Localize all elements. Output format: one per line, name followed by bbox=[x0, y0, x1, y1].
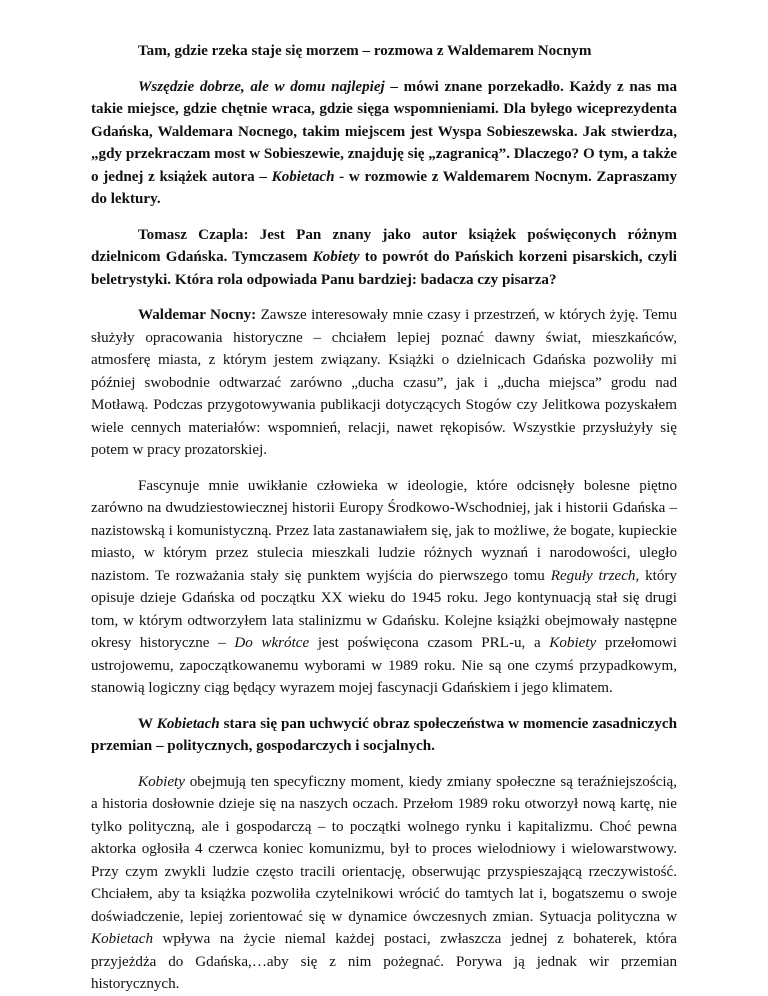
answer-1c-text-a: Fascynuje mnie uwikłanie człowieka w ideologie, które odcisnęły bolesne piętno zarówno na dwudziestowiecznej historii Europy Środkowo-Wschodniej, jak i historii Gdańska – nazistowską i komunistyczną. Przez lata zastanawiałem się, jak to możliwe, że bogate, kupieckie miasto, w którym przez stulecia mieszkali ludzie różnych wyznań i narodowości, uległo nazistom. Te rozważania stały się punktem wyjścia do pierwszego tomu bbox=[91, 477, 677, 584]
question-2-text-a: W bbox=[138, 715, 157, 732]
answer-2-book-a: Kobiety bbox=[138, 773, 185, 790]
question-1-text-a: Tomasz Czapla: Jest Pan znany jako autor książek poświęconych różnym dzielnicom Gdańska. Tymczasem bbox=[91, 226, 677, 265]
answer-1 bbox=[91, 304, 677, 462]
question-2-text-b: stara się pan uchwycić obraz społeczeństwa w momencie zasadniczych przemian – politycznych, gospodarczych i socjalnych. bbox=[91, 715, 677, 754]
answer-1c-book-a: Reguły trzech bbox=[550, 567, 636, 584]
question-1-book-title: Kobiety bbox=[312, 249, 360, 265]
article-title: Tam, gdzie rzeka staje się morzem – rozmowa z Waldemarem Nocnym bbox=[138, 43, 592, 59]
answer-2-text-a: obejmują ten specyficzny moment, kiedy zmiany społeczne są teraźniejszością, a historia dosłownie dzieje się na naszych oczach. Przełom 1989 roku otworzył nową kartę, nie tylko polityczną, ale i gospodarczą – to początki wolnego rynku i kapitalizmu. Choć pewna aktorka ogłosiła 4 czerwca koniec komunizmu, był to proces wielodniowy i wielowarstwowy. Przy czym zwykli ludzie często tracili orientację, obserwując przyspieszającą rzeczywistość. Chciałem, aby ta książka pozwoliła czytelnikowi wrócić do tamtych lat i, bogatszemu o swoje doświadczenie, lepiej zorientować się w dynamice ówczesnych zmian. Sytuacja polityczna w bbox=[91, 773, 677, 925]
answer-1c-text-d: przełomowi ustrojowemu, zapoczątkowanemu wyborami w 1989 roku. Nie są one czymś przypadkowym, stanowią logiczny ciąg będący wyrazem mojej fascynacji Gdańskiem i jego klimatem. bbox=[91, 635, 677, 696]
answer-1-continued bbox=[91, 475, 677, 700]
intro-text-end: - w rozmowie z Waldemarem Nocnym. Zapraszamy do lektury. bbox=[91, 168, 677, 207]
intro-paragraph bbox=[91, 76, 677, 211]
answer-1c-text-c: jest poświęcona czasom PRL-u, a bbox=[309, 635, 550, 651]
intro-text: – mówi znane porzekadło. Każdy z nas ma takie miejsce, gdzie chętnie wraca, gdzie sięga wspomnieniami. Dla byłego wiceprezydenta Gdańska, Waldemara Nocnego, takim miejscem jest Wyspa Sobieszewska. Jak stwierdza, „gdy przekraczam most w Sobieszewie, znajduję się „zagranicą”. Dlaczego? O tym, a także o jednej z książek autora – bbox=[91, 78, 677, 185]
answer-2-book-b: Kobietach bbox=[91, 931, 154, 947]
intro-proverb: Wszędzie dobrze, ale w domu najlepiej bbox=[138, 78, 385, 95]
question-2 bbox=[91, 713, 677, 758]
intro-book-title: Kobietach bbox=[271, 168, 335, 185]
question-2-book-title: Kobietach bbox=[156, 715, 220, 732]
question-1-text-b: to powrót do Pańskich korzeni pisarskich, czyli beletrystyki. Która rola odpowiada Panu bardziej: badacza czy pisarza? bbox=[91, 249, 677, 288]
answer-1c-book-c: Kobiety bbox=[549, 635, 597, 651]
answer-1-speaker: Waldemar Nocny: bbox=[138, 307, 257, 323]
answer-2 bbox=[91, 771, 677, 996]
answer-2-text-b: wpływa na życie niemal każdej postaci, zwłaszcza jednej z bohaterek, która przyjeżdża do Gdańska,…aby się z nim pożegnać. Porywa ją jednak wir przemian historycznych. bbox=[91, 931, 677, 992]
answer-1c-book-b: Do wkrótce bbox=[234, 635, 310, 651]
answer-1c-text-b: , który opisuje dzieje Gdańska od początku XX wieku do 1945 roku. Jego kontynuacją stał się drugi tom, w którym odtworzyłem lata stalinizmu w Gdańsku. Kolejne książki obejmowały następne okresy historyczne – bbox=[91, 567, 677, 651]
answer-1-text: Zawsze interesowały mnie czasy i przestrzeń, w których żyję. Temu służyły opracowania historyczne – chciałem lepiej poznać dawny świat, mieszkańców, atmosferę miasta, z którym jestem związany. Książki o dzielnicach Gdańska pozwoliły mi później swobodnie odtwarzać zarówno „ducha czasu”, jak i „ducha miejsca” grodu nad Motławą. Podczas przygotowywania publikacji dotyczących Stogów czy Jelitkowa pozyskałem wiele cennych materiałów: wspomnień, relacji, nawet rękopisów. Wszystkie przysłużyły się potem w pracy prozatorskiej. bbox=[91, 307, 677, 458]
question-1 bbox=[91, 224, 677, 292]
